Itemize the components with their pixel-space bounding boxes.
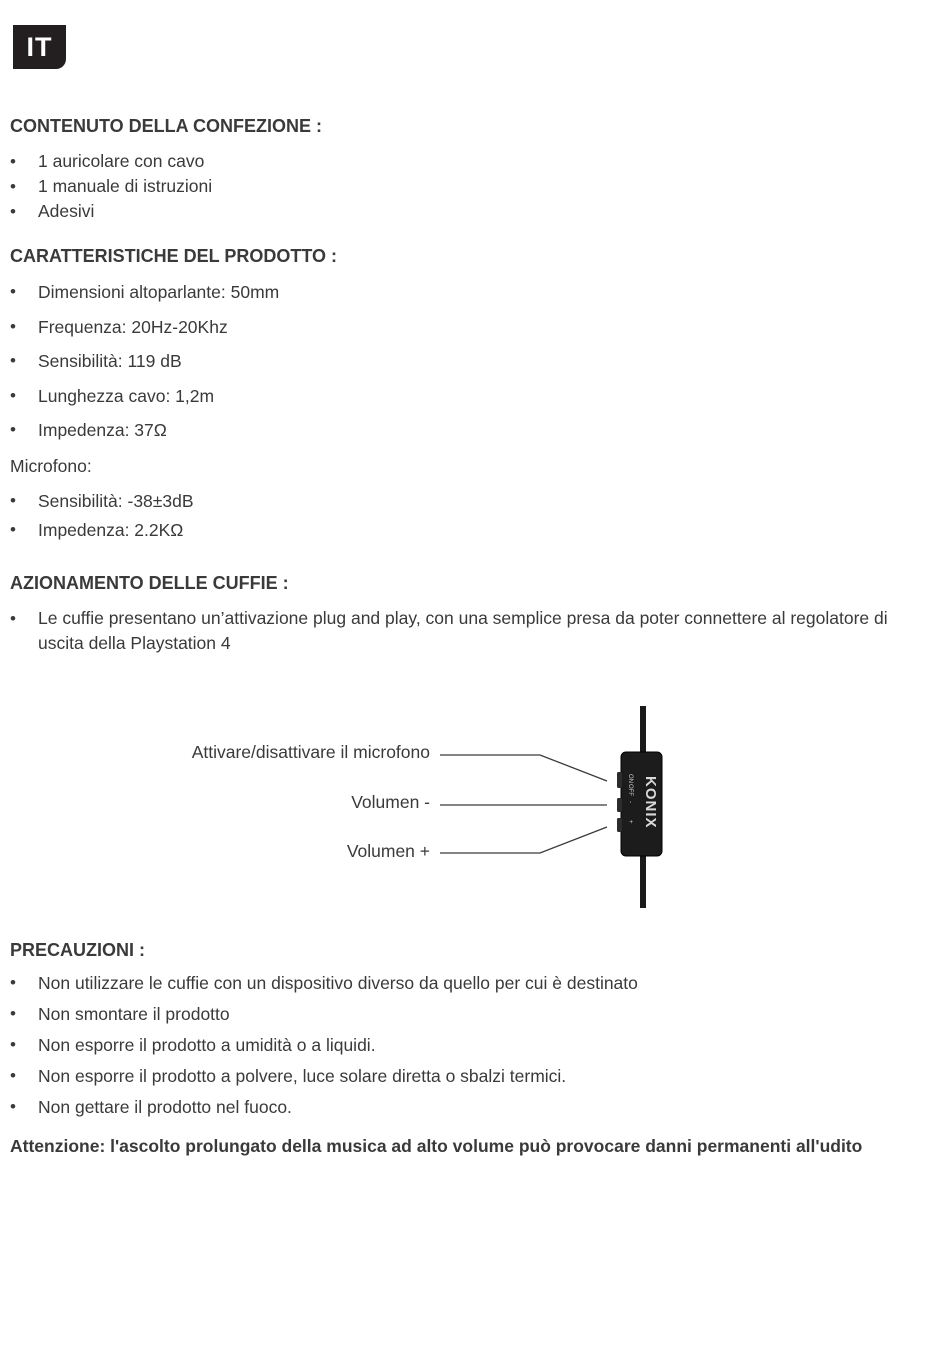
cable-bottom — [640, 850, 646, 908]
cable-top — [640, 706, 646, 756]
list-item: • Sensibilità: -38±3dB — [0, 489, 930, 518]
operation-list — [0, 606, 890, 656]
precautions-list — [0, 971, 930, 1126]
list-item: • Dimensioni altoparlante: 50mm — [0, 280, 930, 315]
features-list — [0, 280, 930, 453]
list-item: • Lunghezza cavo: 1,2m — [0, 384, 930, 419]
switch-off-text: OFF — [627, 784, 633, 796]
features-heading: CARATTERISTICHE DEL PRODOTTO : — [10, 246, 338, 266]
package-heading: CONTENUTO DELLA CONFEZIONE : — [10, 116, 322, 136]
list-item: • Non esporre il prodotto a polvere, luce solare diretta o sbalzi termici. — [0, 1064, 930, 1095]
volume-down-button-shape — [617, 798, 622, 812]
list-item: • Non smontare il prodotto — [0, 1002, 930, 1033]
list-item: • Non utilizzare le cuffie con un dispositivo diverso da quello per cui è destinato — [0, 971, 930, 1002]
mic-toggle-label: Attivare/disattivare il microfono — [191, 742, 430, 762]
precautions-heading: PRECAUZIONI : — [10, 940, 145, 960]
list-item: • Frequenza: 20Hz-20Khz — [0, 315, 930, 350]
microphone-list — [0, 489, 930, 547]
list-item: • Le cuffie presentano un’attivazione plug and play, con una semplice presa da poter connettere al regolatore di uscita della Playstation 4 — [0, 606, 890, 656]
list-item: • 1 manuale di istruzioni — [0, 174, 930, 199]
mic-toggle-callout — [440, 755, 607, 781]
package-list — [0, 149, 930, 224]
volume-up-label: Volumen + — [346, 841, 430, 861]
list-item: • Sensibilità: 119 dB — [0, 349, 930, 384]
plus-text: + — [627, 820, 633, 824]
volume-up-button-shape — [617, 818, 622, 832]
operation-heading: AZIONAMENTO DELLE CUFFIE : — [10, 573, 289, 593]
mic-switch — [617, 772, 622, 788]
list-item: • 1 auricolare con cavo — [0, 149, 930, 174]
list-item: • Non gettare il prodotto nel fuoco. — [0, 1095, 930, 1126]
inline-remote-diagram — [430, 700, 680, 912]
minus-text: - — [627, 801, 633, 803]
switch-on-text: ON — [627, 774, 633, 783]
list-item: • Impedenza: 37Ω — [0, 418, 930, 453]
volume-down-label: Volumen - — [351, 792, 430, 812]
list-item: • Adesivi — [0, 199, 930, 224]
hearing-warning: Attenzione: l'ascolto prolungato della musica ad alto volume può provocare danni permanenti all'udito — [10, 1136, 863, 1156]
language-badge: IT — [13, 25, 66, 69]
list-item: • Non esporre il prodotto a umidità o a liquidi. — [0, 1033, 930, 1064]
microphone-label: Microfono: — [10, 456, 92, 476]
volume-up-callout — [440, 827, 607, 853]
brand-logo-text: KONIX — [642, 776, 659, 829]
list-item: • Impedenza: 2.2KΩ — [0, 518, 930, 547]
